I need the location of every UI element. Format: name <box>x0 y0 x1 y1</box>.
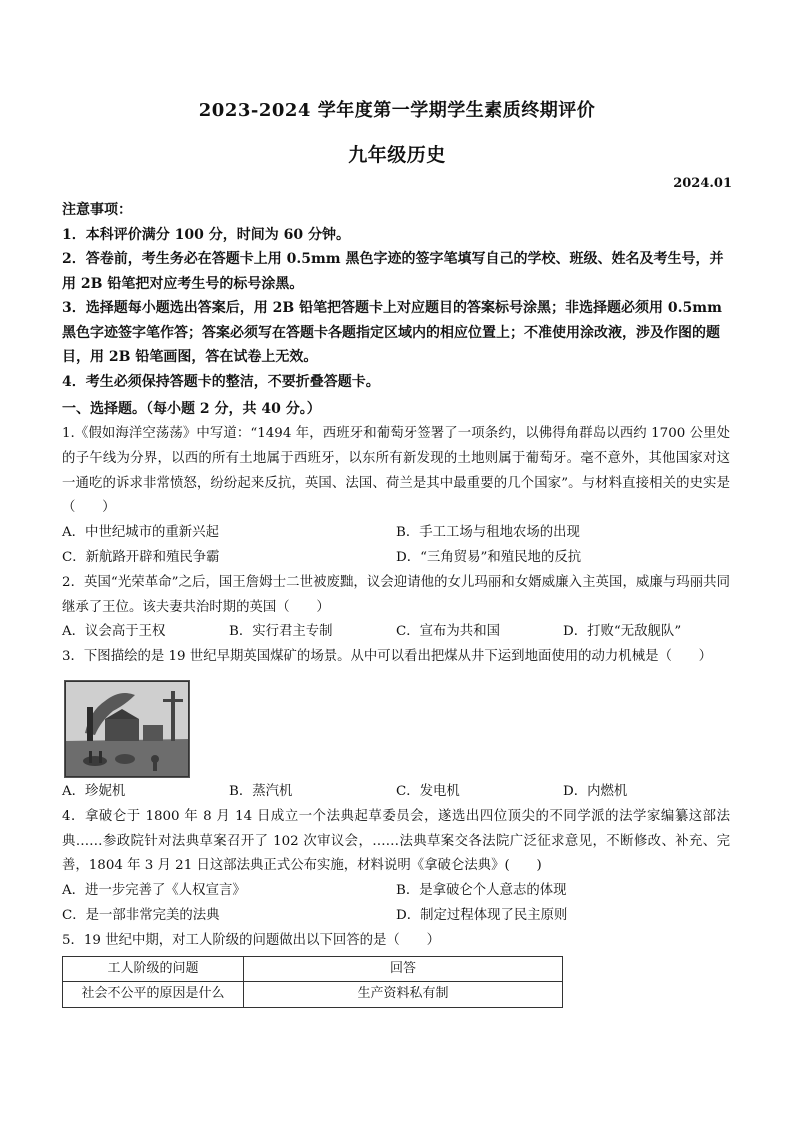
option-list <box>62 780 730 805</box>
note-item: 4．考生必须保持答题卡的整洁，不要折叠答题卡。 <box>62 373 380 390</box>
coal-mine-sketch <box>65 681 189 777</box>
option: D．打败“无敌舰队” <box>563 624 682 640</box>
question-stem: 4．拿破仑于 1800 年 8 月 14 日成立一个法典起草委员会，遂选出四位顶尖的不同学派的法学家编纂这部法典……参政院针对法典草案召开了 102 次审议会，……法典草案交各法院广泛征求意见，不断修改、补充、完善，1804 年 3 月 21 日这部法典正式公布实施，材料说明《拿破仑法典》( ) <box>62 808 730 874</box>
note-item: 3．选择题每小题选出答案后，用 2B 铅笔把答题卡上对应题目的答案标号涂黑；非选择题必须用 0.5mm 黑色字迹签字笔作答；答案必须写在答题卡各题指定区域内的相应位置上；不准使用涂改液，涉及作图的题目，用 2B 铅笔画图，答在试卷上无效。 <box>62 300 722 365</box>
table-cell: 生产资料私有制 <box>244 982 563 1008</box>
option: D．制定过程体现了民主原则 <box>396 907 568 923</box>
table-row <box>63 982 563 1008</box>
table-header-row <box>63 956 563 982</box>
section-title: 一、选择题。（每小题 2 分，共 40 分。） <box>62 401 321 417</box>
exam-subject: 九年级历史 <box>348 144 446 166</box>
option: D．“三角贸易”和殖民地的反抗 <box>396 549 582 565</box>
option: C．宣布为共和国 <box>396 624 500 640</box>
exam-title: 2023-2024 学年度第一学期学生素质终期评价 <box>198 100 596 121</box>
table-cell: 社会不公平的原因是什么 <box>63 982 244 1008</box>
q5-table <box>62 956 563 1009</box>
option: B．实行君主专制 <box>229 624 333 640</box>
option: A．议会高于王权 <box>62 624 166 640</box>
option: A．中世纪城市的重新兴起 <box>62 525 219 541</box>
option: A．珍妮机 <box>62 783 126 799</box>
option: A．进一步完善了《人权宣言》 <box>62 883 246 899</box>
option: C．发电机 <box>396 783 460 799</box>
table-header-cell: 回答 <box>244 956 563 982</box>
option: B．手工工场与租地农场的出现 <box>396 525 580 541</box>
table-header-cell: 工人阶级的问题 <box>63 956 244 982</box>
option-list <box>62 521 730 571</box>
exam-date: 2024.01 <box>673 176 732 191</box>
option: B．蒸汽机 <box>229 783 293 799</box>
option: B．是拿破仑个人意志的体现 <box>396 883 567 899</box>
option: D．内燃机 <box>563 783 628 799</box>
notes-block <box>62 198 730 394</box>
note-item: 2．答卷前，考生务必在答题卡上用 0.5mm 黑色字迹的签字笔填写自己的学校、班级、姓名及考生号，并用 2B 铅笔把对应考生号的标号涂黑。 <box>62 251 724 292</box>
question-stem: 3．下图描绘的是 19 世纪早期英国煤矿的场景。从中可以看出把煤从井下运到地面使用的动力机械是（ ） <box>62 649 713 665</box>
question-stem: 1.《假如海洋空荡荡》中写道：“1494 年，西班牙和葡萄牙签署了一项条约，以佛得角群岛以西约 1700 公里处的子午线为分界，以西的所有土地属于西班牙，以东所有新发现的土地则属于葡萄牙。毫不意外，其他国家对这一通吃的诉求非常愤怒，纷纷起来反抗，英国、法国、荷兰是其中最重要的几个国家”。与材料直接相关的史实是（ ） <box>62 426 730 516</box>
coal-mine-illustration <box>64 680 190 778</box>
option-list <box>62 620 730 645</box>
option: C．是一部非常完美的法典 <box>62 907 220 923</box>
questions-block <box>62 422 730 1008</box>
question-stem: 2．英国“光荣革命”之后，国王詹姆士二世被废黜，议会迎请他的女儿玛丽和女婿威廉入主英国，威廉与玛丽共同继承了王位。该夫妻共治时期的英国（ ） <box>62 574 730 615</box>
option-list <box>62 879 730 929</box>
question-stem: 5．19 世纪中期，对工人阶级的问题做出以下回答的是（ ） <box>62 932 440 948</box>
option: C．新航路开辟和殖民争霸 <box>62 549 220 565</box>
notes-heading: 注意事项： <box>62 202 132 218</box>
note-item: 1．本科评价满分 100 分，时间为 60 分钟。 <box>62 226 350 243</box>
